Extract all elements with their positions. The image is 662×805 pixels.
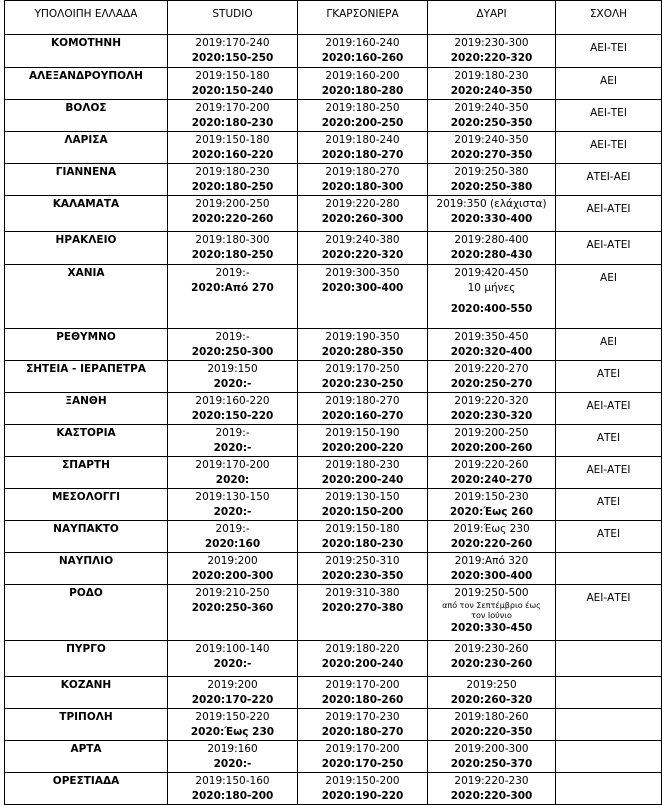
cell-line: 2019:- <box>215 267 250 279</box>
dyari-cell <box>428 641 556 677</box>
dyari-cell <box>428 361 556 393</box>
cell-line: 2020:200-240 <box>321 474 404 486</box>
cell-line: 2020:250-370 <box>450 758 533 770</box>
garsoniera-cell <box>298 100 428 132</box>
cell-line: 2020:270-350 <box>450 149 533 161</box>
cell-line: 2020:250-360 <box>191 602 274 614</box>
garsoniera-cell <box>298 677 428 709</box>
city-cell: ΟΡΕΣΤΙΑΔΑ <box>5 773 168 805</box>
cell-line: 2019:180-230 <box>454 70 529 82</box>
cell-line: 2020:160-270 <box>321 410 404 422</box>
table-row <box>5 553 662 585</box>
garsoniera-cell <box>298 585 428 641</box>
cell-line: 2020:220-350 <box>450 726 533 738</box>
studio-cell <box>168 553 298 585</box>
city-cell: ΡΟΔΟ <box>5 585 168 641</box>
school-cell <box>556 677 662 709</box>
cell-line: 2020:150-250 <box>191 52 274 64</box>
cell-line: 2020:220-320 <box>450 52 533 64</box>
cell-line: 2020:- <box>213 506 252 518</box>
cell-line: 2020:- <box>213 658 252 670</box>
dyari-cell <box>428 232 556 265</box>
cell-line: 2020:240-270 <box>450 474 533 486</box>
city-cell: ΞΑΝΘΗ <box>5 393 168 425</box>
table-row <box>5 164 662 196</box>
school-cell <box>556 709 662 741</box>
header-garsoniera: ΓΚΑΡΣΟΝΙΕΡΑ <box>298 1 428 35</box>
cell-line: 2020:270-380 <box>321 602 404 614</box>
city-cell: ΚΟΜΟΤΗΝΗ <box>5 35 168 68</box>
header-school: ΣΧΟΛΗ <box>556 1 662 35</box>
cell-line: 2020:260-300 <box>321 213 404 225</box>
cell-line: 2020:- <box>213 442 252 454</box>
cell-line: 2019:200-250 <box>454 427 529 439</box>
table-row <box>5 585 662 641</box>
city-cell: ΡΕΘΥΜΝΟ <box>5 329 168 361</box>
cell-line: 2020:230-260 <box>450 658 533 670</box>
studio-cell <box>168 521 298 553</box>
school-cell: ΑΕΙ-ΑΤΕΙ <box>556 232 662 265</box>
cell-line: 2019:150-220 <box>195 711 270 723</box>
studio-cell <box>168 585 298 641</box>
cell-line: 2020:280-430 <box>450 249 533 261</box>
city-cell: ΚΟΖΑΝΗ <box>5 677 168 709</box>
city-cell: ΑΡΤΑ <box>5 741 168 773</box>
cell-line: 2019:420-450 <box>454 267 529 279</box>
studio-cell <box>168 709 298 741</box>
cell-line: 2020:330-400 <box>450 213 533 225</box>
table-row <box>5 232 662 265</box>
city-cell: ΣΗΤΕΙΑ - ΙΕΡΑΠΕΤΡΑ <box>5 361 168 393</box>
cell-line: 2019:180-300 <box>195 234 270 246</box>
cell-line: 2019:180-230 <box>325 459 400 471</box>
dyari-cell <box>428 585 556 641</box>
cell-line: 2020:160 <box>204 538 261 550</box>
school-cell: ΑΕΙ-ΑΤΕΙ <box>556 196 662 232</box>
cell-line: 2020:220-320 <box>321 249 404 261</box>
cell-line: 2020:170-250 <box>321 758 404 770</box>
cell-line: 2019:250 <box>466 679 517 691</box>
cell-line: 2019:240-380 <box>325 234 400 246</box>
dyari-cell <box>428 709 556 741</box>
cell-line: 2019:Έως 230 <box>453 523 530 535</box>
dyari-cell <box>428 164 556 196</box>
studio-cell <box>168 100 298 132</box>
cell-line: 2019:150-200 <box>325 775 400 787</box>
table-row <box>5 132 662 164</box>
cell-line: 2020:250-270 <box>450 378 533 390</box>
table-row <box>5 425 662 457</box>
cell-line: 2019:220-260 <box>454 459 529 471</box>
garsoniera-cell <box>298 265 428 329</box>
school-cell: ΑΕΙ-ΤΕΙ <box>556 100 662 132</box>
cell-line: 2019:200 <box>207 555 258 567</box>
city-cell: ΒΟΛΟΣ <box>5 100 168 132</box>
city-cell: ΝΑΥΠΛΙΟ <box>5 553 168 585</box>
cell-line: 2020:300-400 <box>450 570 533 582</box>
cell-line: 2020:Από 270 <box>191 282 274 294</box>
table-row <box>5 68 662 100</box>
cell-line: 2019:240-350 <box>454 102 529 114</box>
studio-cell <box>168 641 298 677</box>
cell-line: 2019:130-150 <box>325 491 400 503</box>
dyari-cell <box>428 521 556 553</box>
dyari-cell <box>428 425 556 457</box>
cell-line: 2020:330-450 <box>450 622 533 634</box>
cell-line: 2019:250-380 <box>454 166 529 178</box>
dyari-cell <box>428 677 556 709</box>
cell-line: 2020:180-230 <box>191 117 274 129</box>
garsoniera-cell <box>298 553 428 585</box>
cell-line: 2020:230-320 <box>450 410 533 422</box>
cell-line: 2019:310-380 <box>325 587 400 599</box>
cell-line: 2020:200-220 <box>321 442 404 454</box>
cell-line: 2020:180-200 <box>191 790 274 802</box>
garsoniera-cell <box>298 521 428 553</box>
city-cell: ΑΛΕΞΑΝΔΡΟΥΠΟΛΗ <box>5 68 168 100</box>
city-cell: ΤΡΙΠΟΛΗ <box>5 709 168 741</box>
cell-line: 2020:Έως 230 <box>190 726 275 738</box>
cell-line: 2020:150-240 <box>191 85 274 97</box>
cell-line: 2020:250-350 <box>450 117 533 129</box>
cell-line: 2020:180-260 <box>321 694 404 706</box>
cell-line: 2020:220-260 <box>191 213 274 225</box>
garsoniera-cell <box>298 457 428 489</box>
studio-cell <box>168 425 298 457</box>
studio-cell <box>168 741 298 773</box>
cell-line: 2019:250-500 <box>454 587 529 599</box>
table-row <box>5 196 662 232</box>
city-cell: ΝΑΥΠΑΚΤΟ <box>5 521 168 553</box>
cell-line: 2019:230-260 <box>454 643 529 655</box>
dyari-cell <box>428 132 556 164</box>
garsoniera-cell <box>298 329 428 361</box>
school-cell: ΑΤΕΙ-ΑΕΙ <box>556 164 662 196</box>
cell-line: 2020:230-250 <box>321 378 404 390</box>
studio-cell <box>168 457 298 489</box>
cell-line: 2020:250-300 <box>191 346 274 358</box>
school-cell: ΑΤΕΙ <box>556 361 662 393</box>
table-row <box>5 677 662 709</box>
dyari-cell <box>428 741 556 773</box>
cell-line: 2019:350 (ελάχιστα) <box>436 198 547 210</box>
cell-line: 2020:Έως 260 <box>449 506 534 518</box>
cell-line: 2019:350-450 <box>454 331 529 343</box>
cell-line: 2019:220-320 <box>454 395 529 407</box>
cell-line: 2019:180-270 <box>325 166 400 178</box>
city-cell: ΛΑΡΙΣΑ <box>5 132 168 164</box>
garsoniera-cell <box>298 641 428 677</box>
header-studio: STUDIO <box>168 1 298 35</box>
cell-line: 2019:160-200 <box>325 70 400 82</box>
school-cell: ΑΤΕΙ <box>556 489 662 521</box>
cell-line: 2019:180-270 <box>325 395 400 407</box>
cell-line: 2019:170-250 <box>325 363 400 375</box>
cell-line: 2019:150-230 <box>454 491 529 503</box>
cell-line: 2019:220-230 <box>454 775 529 787</box>
rent-table <box>4 0 662 805</box>
garsoniera-cell <box>298 68 428 100</box>
header-row <box>5 1 662 35</box>
garsoniera-cell <box>298 361 428 393</box>
cell-line: 2019:150-180 <box>195 70 270 82</box>
cell-line: 2019:160-220 <box>195 395 270 407</box>
cell-line: 2020:200-300 <box>191 570 274 582</box>
dyari-cell <box>428 68 556 100</box>
cell-line: 2019:170-200 <box>195 102 270 114</box>
studio-cell <box>168 393 298 425</box>
cell-line: 2019:170-240 <box>195 37 270 49</box>
cell-line: 2019:170-200 <box>195 459 270 471</box>
cell-line: 2020:150-200 <box>321 506 404 518</box>
studio-cell <box>168 68 298 100</box>
cell-line: 2020:150-220 <box>191 410 274 422</box>
garsoniera-cell <box>298 132 428 164</box>
cell-line: 2019:180-260 <box>454 711 529 723</box>
school-cell: ΑΕΙ-ΑΤΕΙ <box>556 585 662 641</box>
dyari-cell <box>428 329 556 361</box>
cell-line: 2020:180-300 <box>321 181 404 193</box>
cell-line: από τον Σεπτέμβριο έως <box>442 601 541 610</box>
cell-line: 2019:190-350 <box>325 331 400 343</box>
cell-line: 2019:Από 320 <box>454 555 529 567</box>
cell-line: 2020:260-320 <box>450 694 533 706</box>
cell-line: 2019:180-240 <box>325 134 400 146</box>
dyari-cell <box>428 100 556 132</box>
cell-line: 2019:300-350 <box>325 267 400 279</box>
cell-line: 2019:150-160 <box>195 775 270 787</box>
cell-line: 2019:100-140 <box>195 643 270 655</box>
cell-line: 2020:220-260 <box>450 538 533 550</box>
garsoniera-cell <box>298 709 428 741</box>
cell-line: 2019:- <box>215 331 250 343</box>
table-row <box>5 741 662 773</box>
dyari-cell <box>428 265 556 329</box>
cell-line: 2019:150-180 <box>195 134 270 146</box>
table-row <box>5 361 662 393</box>
school-cell <box>556 641 662 677</box>
cell-line: 2020:170-220 <box>191 694 274 706</box>
cell-line: 2020:320-400 <box>450 346 533 358</box>
table-row <box>5 35 662 68</box>
cell-line: 2019:220-280 <box>325 198 400 210</box>
cell-line: 2020:250-380 <box>450 181 533 193</box>
cell-line: 2020:200-240 <box>321 658 404 670</box>
cell-line: 2020:200-260 <box>450 442 533 454</box>
table-row <box>5 457 662 489</box>
cell-line: 2020:400-550 <box>450 303 533 315</box>
cell-line: 2020:160-220 <box>191 149 274 161</box>
garsoniera-cell <box>298 425 428 457</box>
cell-line: 2019:240-350 <box>454 134 529 146</box>
studio-cell <box>168 265 298 329</box>
table-row <box>5 393 662 425</box>
cell-line: 2020:160-260 <box>321 52 404 64</box>
garsoniera-cell <box>298 489 428 521</box>
cell-line: 2019:170-200 <box>325 743 400 755</box>
school-cell: ΑΕΙ-ΑΤΕΙ <box>556 457 662 489</box>
city-cell: ΧΑΝΙΑ <box>5 265 168 329</box>
studio-cell <box>168 329 298 361</box>
dyari-cell <box>428 35 556 68</box>
garsoniera-cell <box>298 164 428 196</box>
cell-line: 2019:180-220 <box>325 643 400 655</box>
city-cell: ΚΑΣΤΟΡΙΑ <box>5 425 168 457</box>
cell-line: 2019:250-310 <box>325 555 400 567</box>
cell-line: 2020:180-280 <box>321 85 404 97</box>
table-row <box>5 521 662 553</box>
dyari-cell <box>428 196 556 232</box>
cell-line: 2019:- <box>215 427 250 439</box>
city-cell: ΣΠΑΡΤΗ <box>5 457 168 489</box>
cell-line: 2019:170-230 <box>325 711 400 723</box>
cell-line: 2020:180-230 <box>321 538 404 550</box>
school-cell <box>556 553 662 585</box>
cell-line: 2020:180-250 <box>191 249 274 261</box>
cell-line: 2020:230-350 <box>321 570 404 582</box>
garsoniera-cell <box>298 232 428 265</box>
school-cell: ΑΕΙ-ΑΤΕΙ <box>556 393 662 425</box>
header-region: ΥΠΟΛΟΙΠΗ ΕΛΛΑΔΑ <box>5 1 168 35</box>
cell-line: 2019:150 <box>207 363 258 375</box>
cell-line: 2020:- <box>213 758 252 770</box>
cell-line: 2019:200-250 <box>195 198 270 210</box>
cell-line: 2019:220-270 <box>454 363 529 375</box>
cell-line: 2019:150-180 <box>325 523 400 535</box>
city-cell: ΠΥΡΓΟ <box>5 641 168 677</box>
school-cell: ΑΕΙ <box>556 68 662 100</box>
school-cell: ΑΕΙ <box>556 265 662 329</box>
table-row <box>5 329 662 361</box>
cell-line: 2019:160-240 <box>325 37 400 49</box>
cell-line: 2019:130-150 <box>195 491 270 503</box>
school-cell: ΑΕΙ-ΤΕΙ <box>556 35 662 68</box>
cell-line: 2019:180-230 <box>195 166 270 178</box>
garsoniera-cell <box>298 35 428 68</box>
dyari-cell <box>428 489 556 521</box>
cell-line: 2020: <box>215 474 250 486</box>
cell-line: τον Ιούνιο <box>471 611 512 620</box>
school-cell <box>556 741 662 773</box>
table-row <box>5 489 662 521</box>
dyari-cell <box>428 553 556 585</box>
school-cell: ΑΤΕΙ <box>556 425 662 457</box>
cell-line: 2019:200 <box>207 679 258 691</box>
studio-cell <box>168 677 298 709</box>
cell-line: 2019:230-300 <box>454 37 529 49</box>
garsoniera-cell <box>298 196 428 232</box>
cell-line: 2020:220-300 <box>450 790 533 802</box>
city-cell: ΗΡΑΚΛΕΙΟ <box>5 232 168 265</box>
cell-line: 2020:180-250 <box>191 181 274 193</box>
studio-cell <box>168 164 298 196</box>
cell-line: 2020:280-350 <box>321 346 404 358</box>
dyari-cell <box>428 393 556 425</box>
table-row <box>5 641 662 677</box>
header-dyari: ΔΥΑΡΙ <box>428 1 556 35</box>
cell-line: 2020:- <box>213 378 252 390</box>
cell-line: 2019:170-200 <box>325 679 400 691</box>
cell-line: 2019:180-250 <box>325 102 400 114</box>
city-cell: ΚΑΛΑΜΑΤΑ <box>5 196 168 232</box>
studio-cell <box>168 489 298 521</box>
table-row <box>5 100 662 132</box>
studio-cell <box>168 361 298 393</box>
studio-cell <box>168 132 298 164</box>
garsoniera-cell <box>298 741 428 773</box>
cell-line: 2020:180-270 <box>321 726 404 738</box>
cell-line: 2020:180-270 <box>321 149 404 161</box>
school-cell: ΑΕΙ <box>556 329 662 361</box>
cell-line: 2019:150-190 <box>325 427 400 439</box>
city-cell: ΜΕΣΟΛΟΓΓΙ <box>5 489 168 521</box>
table-row <box>5 709 662 741</box>
table-row <box>5 265 662 329</box>
studio-cell <box>168 196 298 232</box>
cell-line: 2020:200-250 <box>321 117 404 129</box>
studio-cell <box>168 232 298 265</box>
cell-line: 10 μήνες <box>467 282 516 294</box>
studio-cell <box>168 35 298 68</box>
city-cell: ΓΙΑΝΝΕΝΑ <box>5 164 168 196</box>
garsoniera-cell <box>298 393 428 425</box>
school-cell: ΑΕΙ-ΤΕΙ <box>556 132 662 164</box>
cell-line: 2019:160 <box>207 743 258 755</box>
cell-line: 2019:210-250 <box>195 587 270 599</box>
cell-line: 2020:300-400 <box>321 282 404 294</box>
cell-line: 2019:- <box>215 523 250 535</box>
school-cell: ΑΤΕΙ <box>556 521 662 553</box>
cell-line: 2019:280-400 <box>454 234 529 246</box>
cell-line: 2020:240-350 <box>450 85 533 97</box>
cell-line: 2020:190-220 <box>321 790 404 802</box>
cell-line: 2019:200-300 <box>454 743 529 755</box>
dyari-cell <box>428 457 556 489</box>
